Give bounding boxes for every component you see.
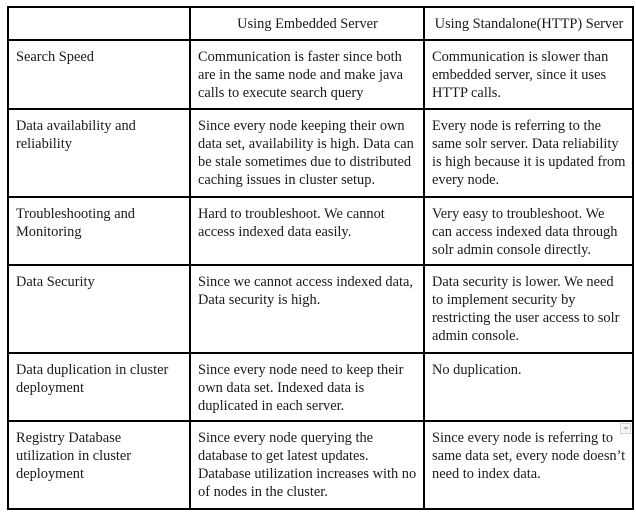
standalone-cell: Very easy to troubleshoot. We can access indexed data through solr admin console directly. bbox=[424, 197, 633, 265]
criterion-cell: Search Speed bbox=[8, 40, 190, 109]
header-blank bbox=[8, 7, 190, 40]
table-row-troubleshooting bbox=[8, 197, 633, 265]
embedded-cell: Since every node querying the database to get latest updates. Database utilization increases with no of nodes in the cluster. bbox=[190, 421, 424, 509]
table-row-data-availability bbox=[8, 109, 633, 197]
standalone-cell: Data security is lower. We need to implement security by restricting the user access to solr admin console. bbox=[424, 265, 633, 353]
criterion-cell: Registry Database utilization in cluster deployment bbox=[8, 421, 190, 509]
criterion-cell: Troubleshooting and Monitoring bbox=[8, 197, 190, 265]
criterion-cell: Data availability and reliability bbox=[8, 109, 190, 197]
standalone-cell: No duplication. bbox=[424, 353, 633, 421]
embedded-cell: Communication is faster since both are in the same node and make java calls to execute search query bbox=[190, 40, 424, 109]
comparison-table bbox=[7, 6, 634, 510]
embedded-cell: Since every node keeping their own data set, availability is high. Data can be stale sometimes due to distributed caching issues in cluster setup. bbox=[190, 109, 424, 197]
embedded-cell: Since every node need to keep their own data set. Indexed data is duplicated in each server. bbox=[190, 353, 424, 421]
table-row-data-duplication bbox=[8, 353, 633, 421]
embedded-cell: Since we cannot access indexed data, Data security is high. bbox=[190, 265, 424, 353]
standalone-cell: Every node is referring to the same solr server. Data reliability is high because it is updated from every node. bbox=[424, 109, 633, 197]
standalone-cell-text: Since every node is referring to same data set, every node doesn’t need to index data. bbox=[432, 430, 626, 482]
header-standalone-server: Using Standalone(HTTP) Server bbox=[424, 7, 633, 40]
standalone-cell bbox=[424, 421, 633, 509]
table-row-data-security bbox=[8, 265, 633, 353]
header-row bbox=[8, 7, 633, 40]
table-row-search-speed bbox=[8, 40, 633, 109]
header-embedded-server: Using Embedded Server bbox=[190, 7, 424, 40]
criterion-cell: Data Security bbox=[8, 265, 190, 353]
standalone-cell: Communication is slower than embedded server, since it uses HTTP calls. bbox=[424, 40, 633, 109]
dropdown-marker-icon[interactable] bbox=[620, 423, 631, 434]
embedded-cell: Hard to troubleshoot. We cannot access indexed data easily. bbox=[190, 197, 424, 265]
criterion-cell: Data duplication in cluster deployment bbox=[8, 353, 190, 421]
table-row-registry-database bbox=[8, 421, 633, 509]
